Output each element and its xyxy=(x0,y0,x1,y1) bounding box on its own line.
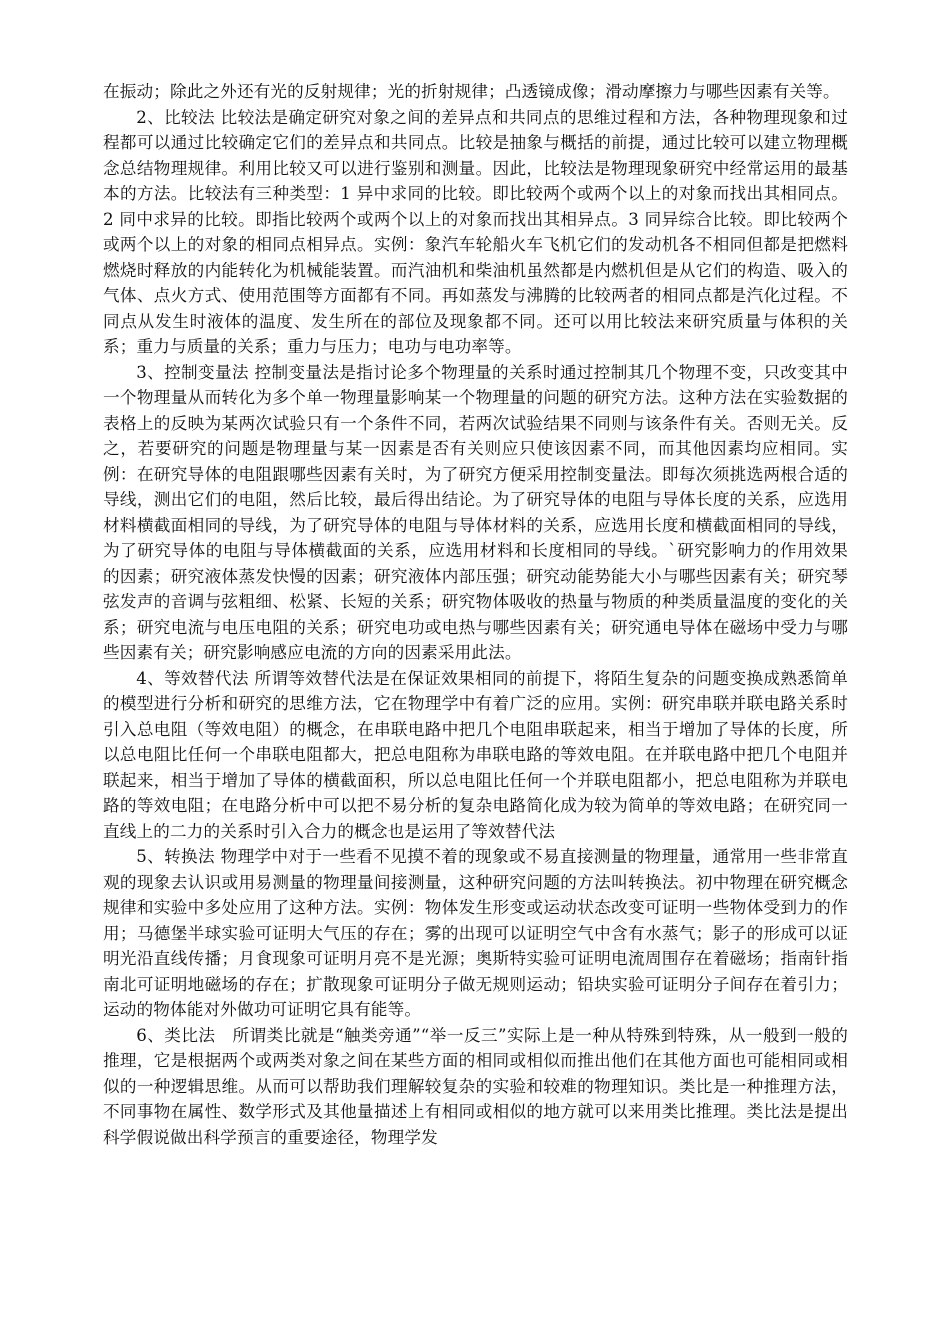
document-page xyxy=(103,79,848,1150)
paragraph-conversion-method: 5、转换法 物理学中对于一些看不见摸不着的现象或不易直接测量的物理量，通常用一些非常直观的现象去认识或用易测量的物理量间接测量，这种研究问题的方法叫转换法。初中物理在研究概念规律和实验中多处应用了这种方法。实例：物体发生形变或运动状态改变可证明一些物体受到力的作用；马德堡半球实验可证明大气压的存在；雾的出现可以证明空气中含有水蒸气；影子的形成可以证明光沿直线传播；月食现象可证明月亮不是光源；奥斯特实验可证明电流周围存在着磁场；指南针指南北可证明地磁场的存在；扩散现象可证明分子做无规则运动；铅块实验可证明分子间存在着引力；运动的物体能对外做功可证明它具有能等。 xyxy=(103,847,848,1019)
paragraph-equivalent-substitution-method: 4、等效替代法 所谓等效替代法是在保证效果相同的前提下，将陌生复杂的问题变换成熟悉简单的模型进行分析和研究的思维方法，它在物理学中有着广泛的应用。实例：研究串联并联电路关系时引入总电阻（等效电阻）的概念，在串联电路中把几个电阻串联起来，相当于增加了导体的长度，所以总电阻比任何一个串联电阻都大，把总电阻称为串联电路的等效电阻。在并联电路中把几个电阻并联起来，相当于增加了导体的横截面积，所以总电阻比任何一个并联电阻都小，把总电阻称为并联电路的等效电阻；在电路分析中可以把不易分析的复杂电路简化成为较为简单的等效电路；在研究同一直线上的二力的关系时引入合力的概念也是运用了等效替代法 xyxy=(103,668,848,841)
paragraph-analogy-method: 6、类比法 所谓类比就是“触类旁通”“举一反三”实际上是一种从特殊到特殊，从一般到一般的推理，它是根据两个或两类对象之间在某些方面的相同或相似而推出他们在其他方面也可能相同或相似的一种逻辑思维。从而可以帮助我们理解较复杂的实验和较难的物理知识。类比是一种推理方法，不同事物在属性、数学形式及其他量描述上有相同或相似的地方就可以来用类比推理。类比法是提出科学假说做出科学预言的重要途径，物理学发 xyxy=(103,1025,848,1147)
paragraph-control-variable-method: 3、控制变量法 控制变量法是指讨论多个物理量的关系时通过控制其几个物理不变，只改变其中一个物理量从而转化为多个单一物理量影响某一个物理量的问题的研究方法。这种方法在实验数据的表格上的反映为某两次试验只有一个条件不同，若两次试验结果不同则与该条件有关。否则无关。反之，若要研究的问题是物理量与某一因素是否有关则应只使该因素不同，而其他因素均应相同。实例：在研究导体的电阻跟哪些因素有关时，为了研究方便采用控制变量法。即每次须挑选两根合适的导线，测出它们的电阻，然后比较，最后得出结论。为了研究导体的电阻与导体长度的关系，应选用材料横截面相同的导线，为了研究导体的电阻与导体材料的关系，应选用长度和横截面相同的导线，为了研究导体的电阻与导体横截面的关系，应选用材料和长度相同的导线。`研究影响力的作用效果的因素；研究液体蒸发快慢的因素；研究液体内部压强；研究动能势能大小与哪些因素有关；研究琴弦发声的音调与弦粗细、松紧、长短的关系；研究物体吸收的热量与物质的种类质量温度的变化的关系；研究电流与电压电阻的关系；研究电功或电热与哪些因素有关；研究通电导体在磁场中受力与哪些因素有关；研究影响感应电流的方向的因素采用此法。 xyxy=(103,362,848,662)
paragraph-continuation: 在振动；除此之外还有光的反射规律；光的折射规律；凸透镜成像；滑动摩擦力与哪些因素有关等。 xyxy=(103,82,840,101)
paragraph-comparison-method: 2、比较法 比较法是确定研究对象之间的差异点和共同点的思维过程和方法，各种物理现象和过程都可以通过比较确定它们的差异点和共同点。比较是抽象与概括的前提，通过比较可以建立物理概念总结物理规律。利用比较又可以进行鉴别和测量。因此，比较法是物理现象研究中经常运用的最基本的方法。比较法有三种类型：1 异中求同的比较。即比较两个或两个以上的对象而找出其相同点。2 同中求异的比较。即指比较两个或两个以上的对象而找出其相异点。3 同异综合比较。即比较两个或两个以上的对象的相同点相异点。实例：象汽车轮船火车飞机它们的发动机各不相同但都是把燃料燃烧时释放的内能转化为机械能装置。而汽油机和柴油机虽然都是内燃机但是从它们的构造、吸入的气体、点火方式、使用范围等方面都有不同。再如蒸发与沸腾的比较两者的相同点都是汽化过程。不同点从发生时液体的温度、发生所在的部位及现象都不同。还可以用比较法来研究质量与体积的关系；重力与质量的关系；重力与压力；电功与电功率等。 xyxy=(103,107,848,356)
